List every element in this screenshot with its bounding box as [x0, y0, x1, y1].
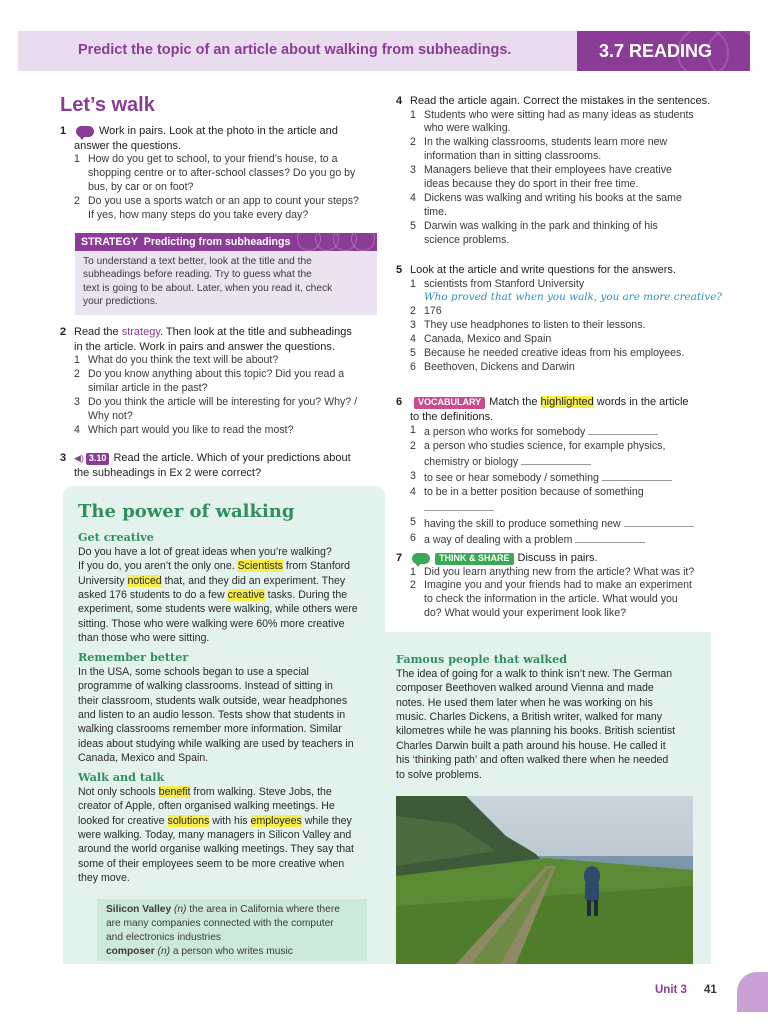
definition-item: 1 a person who works for somebody [410, 424, 726, 440]
section-label: 3.7 READING [599, 41, 713, 61]
sentence-item: 3 Managers believe that their employees have creative ideas because they do sport in their free time. [410, 164, 672, 191]
exercise-6: 6 VOCABULARY Match the highlighted words in the article to the definitions. 1 a person who works for somebody 2 a person who studies science, for example physics, chemistry or biology 3 to see or hear somebody / something 4 to be in a better position because of something 5 having the skill to produce something new 6 a way of dealing with a problem [396, 395, 726, 548]
text-line: Not only schools benefit from walking. Steve Jobs, the [78, 785, 332, 798]
article-section-famous-people [396, 652, 706, 782]
walking-path-photo [396, 796, 693, 964]
answer-blank[interactable] [624, 516, 694, 527]
text-line: Charles Darwin built a path around his house. He called it [396, 739, 666, 752]
discussion-item: 2 Imagine you and your friends had to make an experiment to check the information in the article. What would you do? What would your experiment look like? [410, 579, 692, 620]
exercise-5: 5 Look at the article and write questions for the answers. 1 scientists from Stanford University Who proved that when you walk, you are more creative? 2 176 3 They use headphones to listen to their lessons. 4 Canada, Mexico and Spain 5 Because he needed creative ideas from his employees. 6 Beethoven, Dickens and Darwin [396, 263, 726, 375]
answer-item: 4 Canada, Mexico and Spain [410, 333, 552, 346]
text-line: University noticed that, and they did an experiment. They [78, 574, 346, 587]
text-line: around the world organise walking meetings. They say that [78, 843, 354, 856]
text-line: In the USA, some schools began to use a special [78, 665, 309, 678]
strategy-text: To understand a text better, look at the title and the subheadings before reading. Try to guess what the text is going to be about. Later, when you read it, check your predictions. [83, 256, 333, 308]
text-line: walking classrooms remember more information. Similar [78, 723, 342, 736]
question-item: 1 How do you get to school, to your friend’s house, to a shopping centre or to after-school classes? Do you go by bus, by car or on foot? [74, 153, 356, 193]
exercise-3: 3 ◀) 3.10 Read the article. Which of your predictions about the subheadings in Ex 2 were correct? [60, 452, 351, 479]
text-line: some of their employees seem to be more creative when [78, 857, 345, 870]
text-line: creator of Apple, often organised walking meetings. He [78, 800, 335, 813]
discussion-item: 1 Did you learn anything new from the article? What was it? [410, 565, 695, 578]
question-item: 2 Do you use a sports watch or an app to count your steps? If yes, how many steps do you take every day? [74, 194, 359, 221]
sentence-item: 4 Dickens was walking and writing his books at the same time. [410, 192, 682, 219]
text-line: experiment, some students were walking, while others were [78, 603, 358, 616]
text-line: ideas about studying while walking are used by teachers in [78, 737, 354, 750]
definition-item: 2 a person who studies science, for example physics, chemistry or biology [410, 440, 666, 468]
example-answer: Who proved that when you walk, you are more creative? [424, 291, 722, 304]
highlighted-word: creative [227, 589, 265, 601]
pair-work-icon [412, 553, 430, 564]
text-line: Canada, Mexico and Spain. [78, 752, 209, 765]
text-line: The idea of going for a walk to think isn’t new. The German [396, 667, 672, 680]
definition-item: 4 to be in a better position because of something [410, 486, 726, 516]
question-item: 3 Do you think the article will be interesting for you? Why? / Why not? [74, 395, 358, 422]
answer-item: 2 176 [410, 305, 442, 318]
text-line: his ‘thinking path’ and often walked there when he needed [396, 754, 669, 767]
subheading: Walk and talk [78, 770, 165, 784]
answer-blank[interactable] [602, 470, 672, 481]
instruction: Work in pairs. Look at the photo in the article and [99, 125, 338, 137]
page-title: Let’s walk [60, 94, 155, 116]
text-line: they move. [78, 872, 130, 885]
strategy-label: STRATEGY [81, 236, 138, 248]
instruction-cont: answer the questions. [74, 139, 182, 152]
landscape-illustration [396, 796, 693, 964]
definition-item: 3 to see or hear somebody / something [410, 470, 726, 486]
text-line: to solve problems. [396, 768, 482, 781]
text-line: asked 176 students to do a few creative tasks. During the [78, 589, 348, 601]
footer-unit: Unit 3 [655, 984, 687, 996]
article-title: The power of walking [78, 501, 295, 522]
think-share-tag: THINK & SHARE [435, 553, 514, 565]
article-section-walk-and-talk [78, 770, 378, 886]
exercise-1 [60, 124, 370, 223]
highlighted-word: noticed [127, 574, 162, 587]
answer-item: 5 Because he needed creative ideas from his employees. [410, 347, 685, 360]
vocabulary-tag: VOCABULARY [414, 397, 485, 409]
question-item: 1 What do you think the text will be about? [74, 354, 279, 367]
answer-blank[interactable] [424, 500, 494, 511]
highlighted-word: employees [250, 814, 302, 827]
glossary-text: Silicon Valley (n) the area in California where there are many companies connected with the computer and electronics industries composer (n) a person who writes music [106, 904, 340, 958]
subheading: Famous people that walked [396, 652, 568, 666]
corner-decoration [737, 972, 768, 1012]
text-line: sitting. Those who were walking were 60% more creative [78, 617, 345, 630]
article-section-remember-better [78, 650, 378, 766]
decor-circle [707, 31, 750, 71]
answer-blank[interactable] [575, 532, 645, 543]
sentence-item: 5 Darwin was walking in the park and thinking of his science problems. [410, 220, 658, 247]
text-line: music. Charles Dickens, a British writer, walked for many [396, 711, 663, 723]
text-line: than those who were sitting. [78, 632, 210, 645]
exercise-7: 7 THINK & SHARE Discuss in pairs. 1 Did you learn anything new from the article? What was it? 2 Imagine you and your friends had to make an experiment to check the information in the article. What would you do? What would your experiment look like? [396, 551, 726, 621]
text-line: looked for creative solutions with his employees while they [78, 814, 352, 827]
lesson-objective: Predict the topic of an article about walking from subheadings. [78, 42, 512, 58]
subheading: Remember better [78, 650, 189, 664]
answer-item: 3 They use headphones to listen to their lessons. [410, 319, 646, 332]
text-line: their classroom, students walk outside, wear headphones [78, 694, 348, 707]
definition-item: 6 a way of dealing with a problem [410, 532, 726, 548]
question-item: 4 Which part would you like to read the most? [74, 423, 294, 436]
decor-circle [351, 233, 375, 251]
audio-icon[interactable]: ◀) [74, 453, 84, 463]
highlighted-word: benefit [158, 785, 191, 798]
article-section-get-creative [78, 530, 378, 646]
page-number: 41 [704, 984, 717, 996]
paragraph [78, 785, 378, 886]
text-line: and listen to an audio lesson. Tests show that students in [78, 709, 346, 721]
definition-item: 5 having the skill to produce something new [410, 516, 726, 532]
answer-blank[interactable] [588, 424, 658, 435]
audio-track[interactable]: 3.10 [86, 453, 110, 465]
text-line: kilometres while he was planning his books. British scientist [396, 725, 676, 738]
paragraph [396, 667, 706, 782]
strategy-link[interactable]: strategy [121, 326, 161, 338]
strategy-header [75, 233, 377, 251]
text-line: were walking. Today, many managers in Silicon Valley and [78, 829, 352, 841]
paragraph [78, 545, 378, 646]
subheading: Get creative [78, 530, 154, 544]
highlighted-word: solutions [167, 814, 210, 827]
text-line: programme of walking classrooms. Instead of sitting in [78, 680, 333, 693]
section-tab [577, 31, 750, 71]
pair-work-icon [76, 126, 94, 137]
exercise-4: 4 Read the article again. Correct the mistakes in the sentences. 1 Students who were sitting had as many ideas as students who were walking. 2 In the walking classrooms, students learn more new information than in sitting classrooms. 3 Managers believe that their employees have creative ideas because they do sport in their free time. 4 Dickens was walking and writing his books at the same time. 5 Darwin was walking in the park and thinking of his science problems. [396, 94, 726, 248]
sentence-item: 2 In the walking classrooms, students learn more new information than in sitting classrooms. [410, 136, 668, 163]
paragraph [78, 665, 378, 766]
question-item: 2 Do you know anything about this topic? Did you read a similar article in the past? [74, 368, 345, 394]
text-line: If you do, you aren’t the only one. Scientists from Stanford [78, 560, 351, 573]
text-line: notes. He used them later when he was working on his [396, 696, 653, 709]
exercise-number: 1 [60, 125, 67, 137]
answer-item: 6 Beethoven, Dickens and Darwin [410, 361, 575, 374]
text-line: Do you have a lot of great ideas when you’re walking? [78, 545, 332, 558]
strategy-title: Predicting from subheadings [143, 236, 291, 248]
text-line: composer Beethoven walked around Vienna and made [396, 682, 654, 695]
highlighted-word: Scientists [237, 560, 283, 573]
exercise-2: 2 Read the strategy. Then look at the title and subheadings in the article. Work in pairs and answer the questions. 1 What do you think the text will be about? 2 Do you know anything about this topic? Did you read a similar article in the past? 3 Do you think the article will be interesting for you? Why? / Why not? 4 Which part would you like to read the most? [60, 325, 380, 438]
sentence-item: 1 Students who were sitting had as many ideas as students who were walking. [410, 108, 694, 135]
answer-item: 1 scientists from Stanford University Who proved that when you walk, you are more creative? [410, 278, 726, 306]
answer-blank[interactable] [521, 454, 591, 465]
